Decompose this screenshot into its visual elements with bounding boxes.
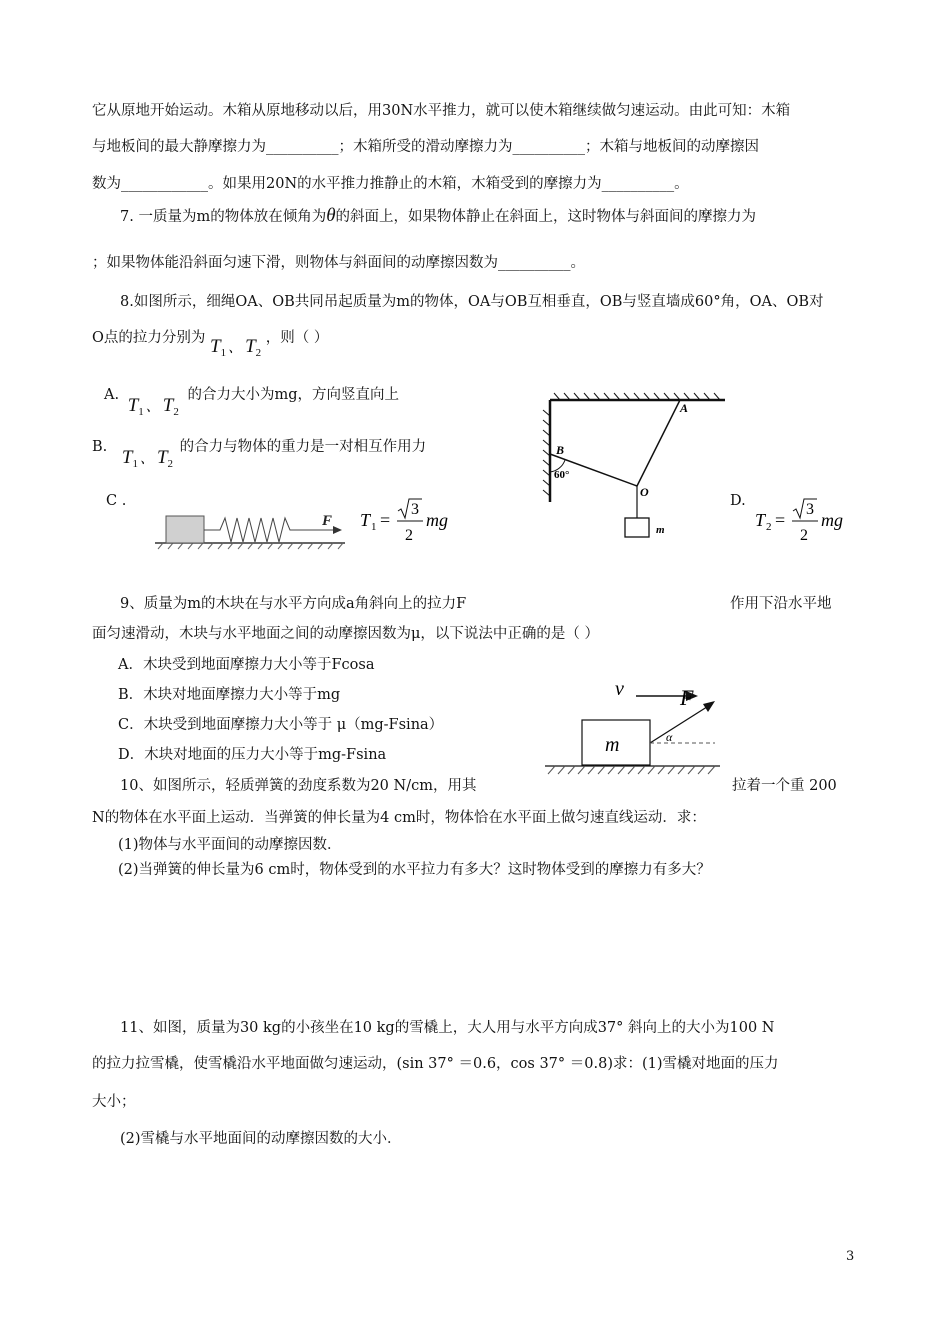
svg-text:=: = xyxy=(380,510,391,530)
q11-line-1: 11、如图，质量为30 kg的小孩坐在10 kg的雪橇上，大人用与水平方向成37° 斜向上的大小为100 N xyxy=(120,1020,775,1036)
svg-text:B: B xyxy=(556,443,565,457)
svg-text:O: O xyxy=(640,485,649,499)
svg-text:2: 2 xyxy=(766,521,772,533)
q9-option-d: D．木块对地面的压力大小等于mg-Fsina xyxy=(118,747,387,763)
inclined-force-figure xyxy=(540,675,740,780)
q9-line-1a: 9、质量为m的木块在与水平方向成a角斜向上的拉力F xyxy=(120,596,467,612)
svg-text:1: 1 xyxy=(371,521,377,533)
svg-text:2: 2 xyxy=(800,527,808,544)
q8-option-b: B. $T_1$ 、 $T_2$ 的合力与物体的重力是一对相互作用力 xyxy=(92,439,427,470)
q9-option-a: A．木块受到地面摩擦力大小等于Fcosa xyxy=(118,657,375,673)
q10-line-1a: 10、如图所示，轻质弹簧的劲度系数为20 N/cm，用其 xyxy=(120,778,477,794)
svg-text:3: 3 xyxy=(806,501,814,518)
q8-option-d-label: D. xyxy=(730,493,746,509)
q10-line-1b: 拉着一个重 200 xyxy=(732,778,837,794)
t1-t2-symbols: $T_1$ 、 $T_2$ xyxy=(210,336,262,359)
spring xyxy=(204,518,335,542)
svg-text:m: m xyxy=(656,524,665,536)
hanging-mass-figure xyxy=(540,390,730,550)
q9-line-2: 面匀速滑动，木块与水平地面之间的动摩擦因数为μ，以下说法中正确的是（ ） xyxy=(92,626,600,642)
q8-option-c-label: C . xyxy=(106,493,127,509)
q8-line-2: O点的拉力分别为 $T_1$ 、 $T_2$ ，则（ ） xyxy=(92,330,329,359)
svg-text:2: 2 xyxy=(405,527,413,544)
q10-line-2: N的物体在水平面上运动．当弹簧的伸长量为4 cm时，物体恰在水平面上做匀速直线运动．求： xyxy=(92,810,706,826)
svg-text:v: v xyxy=(615,678,624,700)
q6-line-3: 数为____________。如果用20N的水平推力推静止的木箱，木箱受到的摩擦力为__________。 xyxy=(92,176,689,192)
q6-line-2: 与地板间的最大静摩擦力为__________；木箱所受的滑动摩擦力为__________；木箱与地板间的动摩擦因 xyxy=(92,139,759,155)
page-number: 3 xyxy=(846,1249,855,1264)
t1-t2-symbols-a: $T_1$ 、 $T_2$ xyxy=(127,395,179,418)
spring-block-figure xyxy=(150,505,350,555)
formula-d xyxy=(755,496,855,548)
svg-text:mg: mg xyxy=(821,510,843,530)
q8-line-1: 8.如图所示，细绳OA、OB共同吊起质量为m的物体，OA与OB互相垂直，OB与竖直墙成60°角，OA、OB对 xyxy=(120,294,824,310)
q10-sub-2: (2)当弹簧的伸长量为6 cm时，物体受到的水平拉力有多大？这时物体受到的摩擦力有多大？ xyxy=(118,862,711,878)
q10-sub-1: (1)物体与水平面间的动摩擦因数． xyxy=(118,837,342,853)
svg-text:F: F xyxy=(680,685,694,710)
svg-text:60°: 60° xyxy=(554,469,570,481)
theta-symbol: θ xyxy=(326,205,336,226)
block xyxy=(166,516,204,543)
q11-line-3: 大小； xyxy=(92,1094,136,1110)
q6-line-1: 它从原地开始运动。木箱从原地移动以后，用30N水平推力，就可以使木箱继续做匀速运动。由此可知：木箱 xyxy=(92,103,791,119)
svg-text:3: 3 xyxy=(411,501,419,518)
spring-force-label: F xyxy=(322,513,333,529)
q7-line-1: 7. 一质量为m的物体放在倾角为θ的斜面上，如果物体静止在斜面上，这时物体与斜面间的摩擦力为 xyxy=(120,205,757,226)
svg-text:m: m xyxy=(605,734,620,756)
q11-line-2: 的拉力拉雪橇，使雪橇沿水平地面做匀速运动，(sin 37° ＝0.6，cos 37° ＝0.8)求：(1)雪橇对地面的压力 xyxy=(92,1056,779,1072)
formula-c xyxy=(360,496,460,548)
svg-text:mg: mg xyxy=(426,510,448,530)
mass-box xyxy=(625,518,649,537)
svg-text:α: α xyxy=(666,730,673,744)
q9-line-1b: 作用下沿水平地 xyxy=(730,596,832,612)
q11-line-4: (2)雪橇与水平地面间的动摩擦因数的大小． xyxy=(120,1131,402,1147)
svg-text:A: A xyxy=(680,401,689,415)
q8-option-a: A. $T_1$ 、 $T_2$ 的合力大小为mg，方向竖直向上 xyxy=(104,387,399,418)
q9-option-c: C．木块受到地面摩擦力大小等于 μ（mg-Fsina） xyxy=(118,717,444,733)
svg-text:T: T xyxy=(360,510,371,530)
svg-text:T: T xyxy=(755,510,766,530)
svg-text:=: = xyxy=(775,510,786,530)
q7-line-2: ；如果物体能沿斜面匀速下滑，则物体与斜面间的动摩擦因数为__________。 xyxy=(92,255,585,271)
q9-option-b: B．木块对地面摩擦力大小等于mg xyxy=(118,687,341,703)
t1-t2-symbols-b: $T_1$ 、 $T_2$ xyxy=(121,447,174,470)
